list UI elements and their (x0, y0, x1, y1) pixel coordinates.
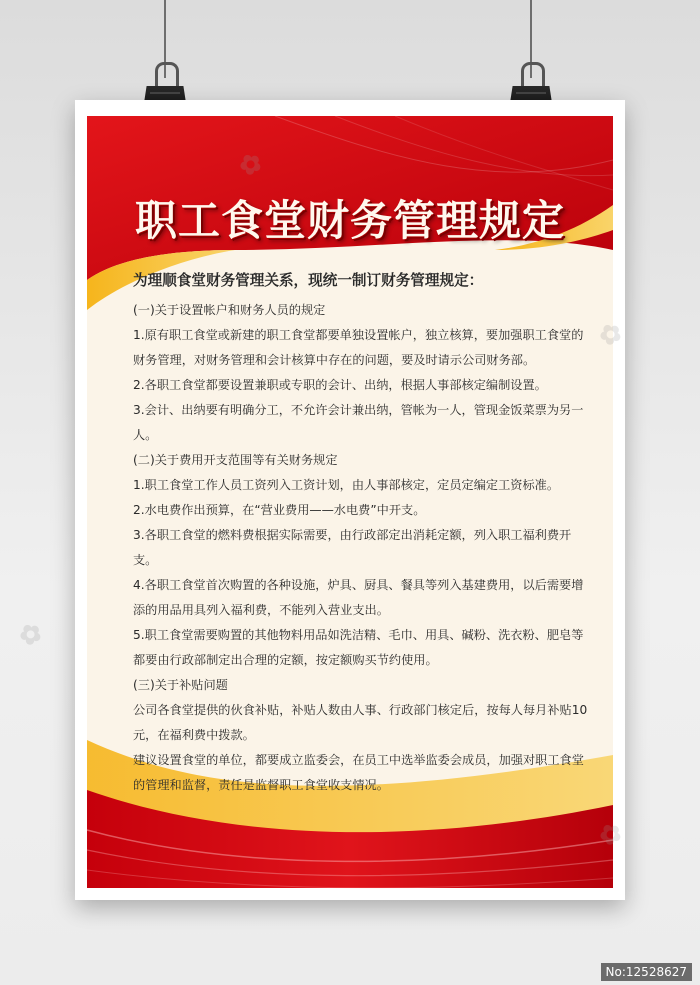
watermark-logo-icon: ✿ (13, 616, 48, 654)
section-heading: (一)关于设置帐户和财务人员的规定 (133, 303, 326, 317)
poster-title: 职工食堂财务管理规定 (134, 196, 565, 245)
paragraph: 公司各食堂提供的伙食补贴，补贴人数由人事、行政部门核定后，按每人每月补贴10元，在福利费中拨款。 (133, 703, 588, 742)
section-heading: (二)关于费用开支范围等有关财务规定 (133, 453, 338, 467)
paragraph: 5.职工食堂需要购置的其他物料用品如洗洁精、毛巾、用具、碱粉、洗衣粉、肥皂等都要由行政部制定出合理的定额，按定额购买节约使用。 (133, 628, 584, 667)
paragraph: 3.会计、出纳要有明确分工，不允许会计兼出纳，管帐为一人，管现金饭菜票为另一人。 (133, 403, 584, 442)
paragraph: 1.职工食堂工作人员工资列入工资计划，由人事部核定，定员定编定工资标准。 (133, 478, 560, 492)
image-id-label: No:12528627 (601, 963, 692, 981)
watermark-logo-icon: ✿ (593, 816, 628, 854)
paragraph: 2.各职工食堂都要设置兼职或专职的会计、出纳，根据人事部核定编制设置。 (133, 378, 547, 392)
paragraph: 1.原有职工食堂或新建的职工食堂都要单独设置帐户，独立核算，要加强职工食堂的财务管理，对财务管理和会计核算中存在的问题，要及时请示公司财务部。 (133, 328, 584, 367)
poster-body (133, 266, 593, 798)
paragraph: 4.各职工食堂首次购置的各种设施，炉具、厨具、餐具等列入基建费用，以后需要增添的用品用具列入福利费，不能列入营业支出。 (133, 578, 584, 617)
watermark-logo-icon: ✿ (593, 316, 628, 354)
watermark-logo-icon: ✿ (233, 146, 268, 184)
poster (75, 100, 625, 900)
section-heading: (三)关于补贴问题 (133, 678, 228, 692)
paragraph: 2.水电费作出预算，在“营业费用——水电费”中开支。 (133, 503, 426, 517)
paragraph: 建议设置食堂的单位，都要成立监委会，在员工中选举监委会成员，加强对职工食堂的管理和监督，责任是监督职工食堂收支情况。 (133, 753, 584, 792)
paragraph: 3.各职工食堂的燃料费根据实际需要，由行政部定出消耗定额，列入职工福利费开支。 (133, 528, 572, 567)
intro-line: 为理顺食堂财务管理关系，现统一制订财务管理规定： (133, 272, 484, 289)
